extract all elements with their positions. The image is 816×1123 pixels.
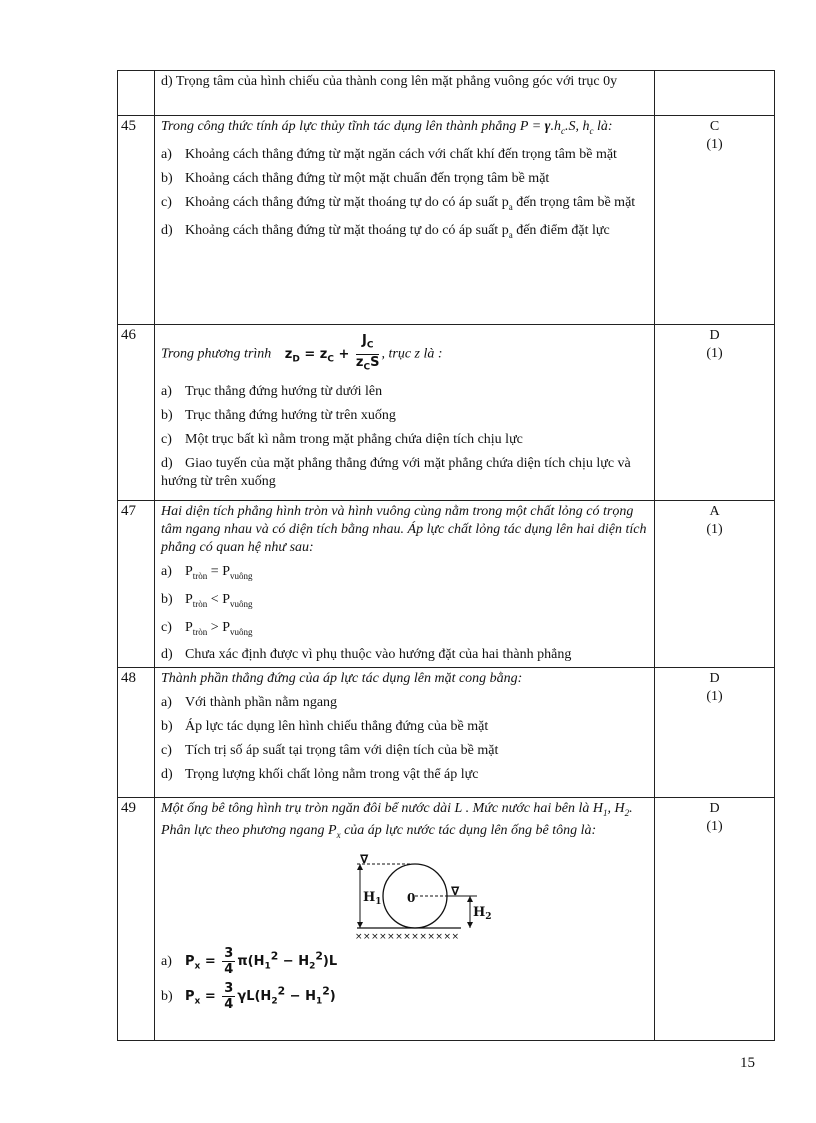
option-b: b) Trục thẳng đứng hướng từ trên xuống xyxy=(161,408,396,424)
answer-cell xyxy=(655,116,775,325)
answer-letter: D xyxy=(709,671,720,687)
center-label: 0 xyxy=(407,890,416,905)
answer-letter: A xyxy=(709,504,720,519)
option-a: a) Trục thẳng đứng hướng từ dưới lên xyxy=(161,384,383,400)
question-body xyxy=(155,501,655,668)
question-text: Thành phần thẳng đứng của áp lực tác dụng lên mặt cong bằng: xyxy=(161,671,523,687)
option-c: c) Tích trị số áp suất tại trọng tâm với diện tích của bề mặt xyxy=(161,743,499,759)
question-body xyxy=(155,668,655,798)
question-number: 45 xyxy=(118,116,155,325)
question-body xyxy=(155,325,655,501)
answer-cell xyxy=(655,668,775,798)
question-table xyxy=(117,70,775,1041)
answer-points: (1) xyxy=(706,346,723,361)
option-d: d) Trọng tâm của hình chiếu của thành cong lên mặt phẳng vuông góc với trục 0y xyxy=(161,74,618,89)
pipe-figure xyxy=(161,850,648,942)
question-number: 46 xyxy=(118,325,155,501)
answer-cell xyxy=(655,71,775,116)
answer-cell xyxy=(655,798,775,1041)
answer-cell xyxy=(655,501,775,668)
option-c: c) Khoảng cách thẳng đứng từ mặt thoáng tự do có áp suất $p_a$ đến trọng tâm bề mặt xyxy=(161,194,636,212)
option-c: c) Một trục bất kì nằm trong mặt phẳng chứa diện tích chịu lực xyxy=(161,432,523,448)
question-body xyxy=(155,116,655,325)
question-body xyxy=(155,798,655,1041)
option-a: a) $P_x$ = $\frac{3}{4}$ $\pi(H_1^2 - H_2^2)L$ xyxy=(161,945,338,977)
equation: $z_D = z_C$ + $\frac{J_C}{z_CS}$ xyxy=(284,333,380,373)
option-d: d) Giao tuyến của mặt phẳng thẳng đứng với mặt phẳng chứa diện tích chịu lực và hướng từ trên xuống xyxy=(161,456,631,490)
h2-arrow-top xyxy=(467,896,473,902)
option-d: d) Trọng lượng khối chất lỏng nằm trong vật thể áp lực xyxy=(161,767,479,783)
option-a: a) $P_{tròn} = P_{vuông}$ xyxy=(161,564,253,581)
page-number: 15 xyxy=(740,1055,755,1071)
option-a: a) Khoảng cách thẳng đứng từ mặt ngăn cách với chất khí đến trọng tâm bề mặt xyxy=(161,146,617,162)
answer-points: (1) xyxy=(706,137,723,152)
question-body xyxy=(155,71,655,116)
table-row xyxy=(118,501,775,668)
ground-hatch: ××××××××××××× xyxy=(355,931,460,942)
table-row xyxy=(118,798,775,1041)
answer-cell xyxy=(655,325,775,501)
right-free-surface-icon: ∇ xyxy=(451,883,460,898)
answer-letter: C xyxy=(709,119,720,134)
pipe-diagram xyxy=(161,850,648,942)
table-row xyxy=(118,71,775,116)
h2-arrow-bottom xyxy=(467,922,473,928)
answer-points: (1) xyxy=(706,819,723,835)
h1-label: $H_1$ xyxy=(363,889,382,907)
answer-points: (1) xyxy=(706,689,723,705)
question-number xyxy=(118,71,155,116)
option-d: d) Chưa xác định được vì phụ thuộc vào hướng đặt của hai thành phẳng xyxy=(161,647,572,663)
question-number: 49 xyxy=(118,798,155,1041)
option-d: d) Khoảng cách thẳng đứng từ mặt thoáng tự do có áp suất $p_a$ đến điểm đặt lực xyxy=(161,222,610,240)
answer-points: (1) xyxy=(706,522,723,537)
option-b: b) Khoảng cách thẳng đứng từ một mặt chuẩn đến trọng tâm bề mặt xyxy=(161,170,550,186)
question-text: Trong phương trình $z_D = z_C$ + $\frac{J_C}{z_CS}$ , trục z là : xyxy=(161,333,443,373)
question-text: Trong công thức tính áp lực thủy tĩnh tác dụng lên thành phẳng $P = \gamma.h_c.S$, $h_c$ là: xyxy=(161,119,613,136)
table-row xyxy=(118,116,775,325)
question-number: 47 xyxy=(118,501,155,668)
option-c: c) $P_{tròn} > P_{vuông}$ xyxy=(161,619,253,637)
question-text: Hai diện tích phẳng hình tròn và hình vuông cùng nằm trong một chất lỏng có trọng tâm ngang nhau và có diện tích bằng nhau. Áp lực chất lỏng tác dụng lên hai diện tích phẳng có quan hệ như sau: xyxy=(161,504,647,555)
option-b: b) $P_{tròn} < P_{vuông}$ xyxy=(161,591,253,609)
option-b: b) $P_x$ = $\frac{3}{4}$ $\gamma L(H_2^2 - H_1^2)$ xyxy=(161,980,336,1012)
answer-letter: D xyxy=(709,328,720,343)
option-a: a) Với thành phần nằm ngang xyxy=(161,695,338,711)
left-free-surface-icon: ∇ xyxy=(360,851,369,866)
question-text: Một ống bê tông hình trụ tròn ngăn đôi bể nước dài L . Mức nước hai bên là $H_1$, $H_2$. Phân lực theo phương ngang $P_x$ của áp lực nước tác dụng lên ống bê tông là: xyxy=(161,801,633,840)
table-row xyxy=(118,668,775,798)
h2-label: $H_2$ xyxy=(473,904,492,922)
h1-arrow-bottom xyxy=(357,922,363,928)
option-b: b) Áp lực tác dụng lên hình chiếu thẳng đứng của bề mặt xyxy=(161,719,489,735)
answer-letter: D xyxy=(709,801,720,817)
table-row xyxy=(118,325,775,501)
question-number: 48 xyxy=(118,668,155,798)
